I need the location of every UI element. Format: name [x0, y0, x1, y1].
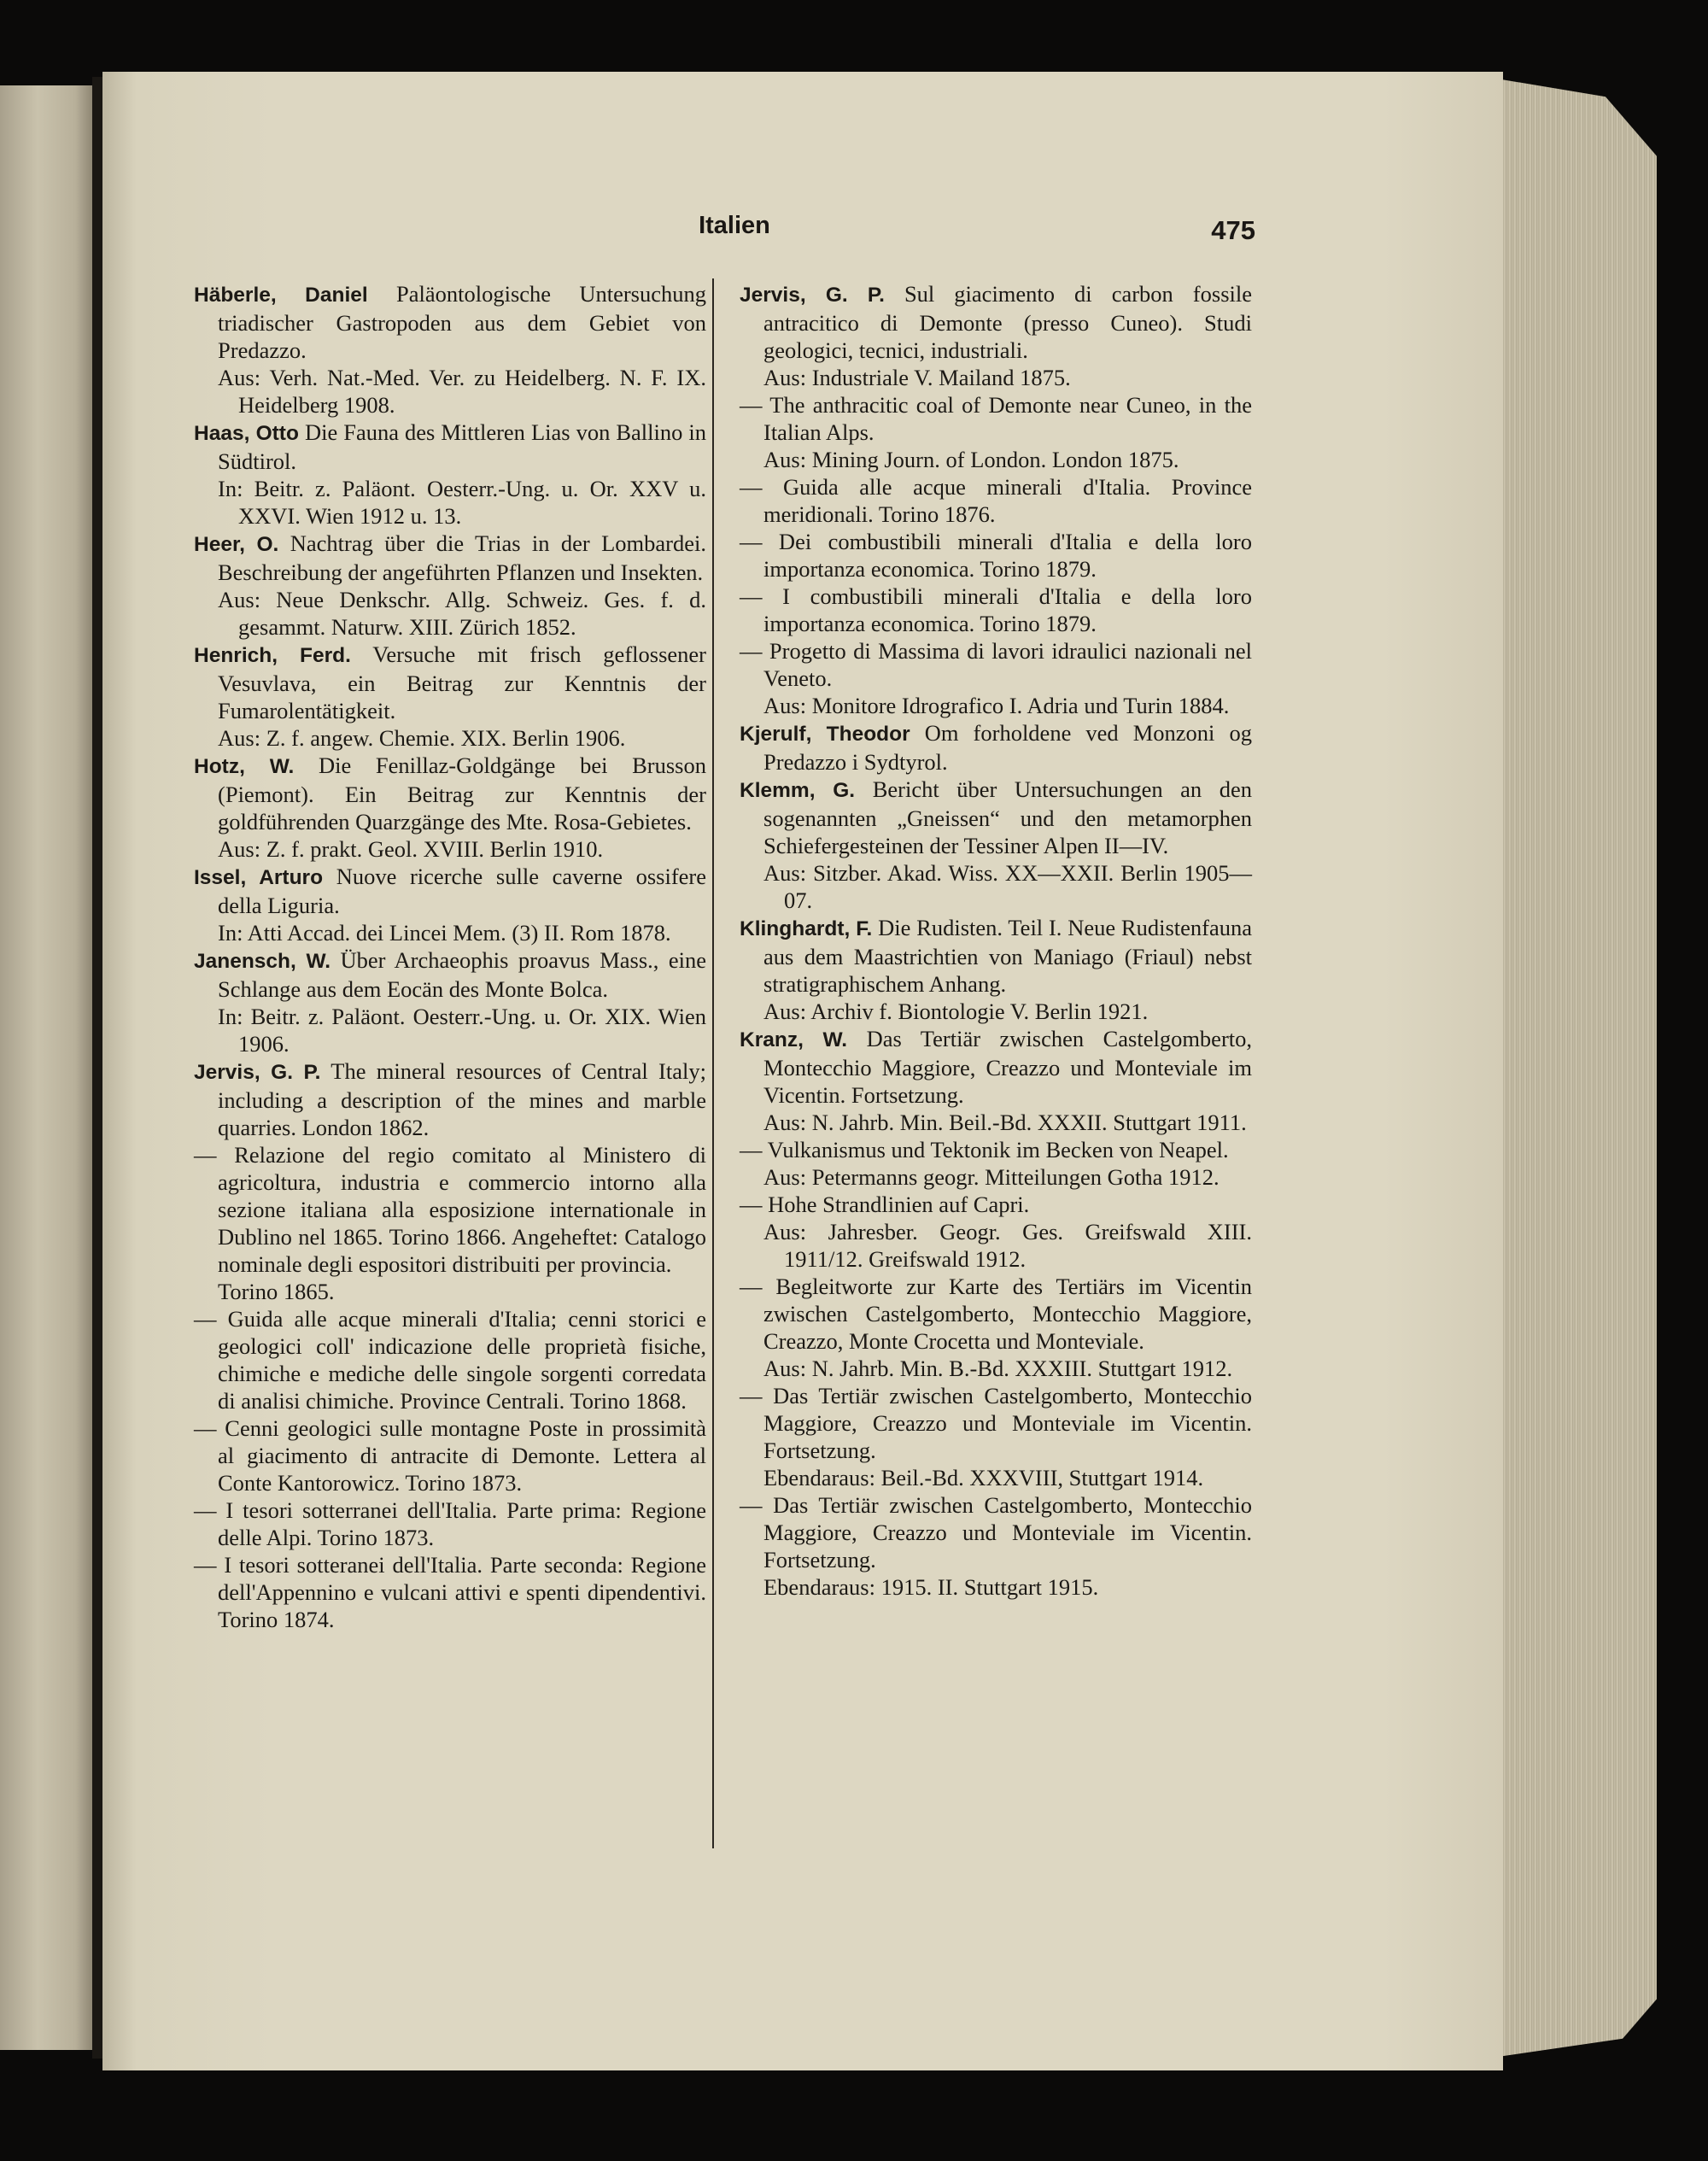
bibliography-entry [194, 752, 706, 835]
source-reference: Aus: Sitzber. Akad. Wiss. XX—XXII. Berlin 1905—07. [763, 860, 1252, 913]
continuation-entry: — Das Tertiär zwischen Castelgomberto, Montecchio Maggiore, Creazzo und Monteviale im Vicentin. Fortsetzung. [740, 1492, 1252, 1572]
source-reference: Aus: N. Jahrb. Min. B.-Bd. XXXIII. Stuttgart 1912. [763, 1356, 1233, 1381]
author-name: Heer, O. [194, 533, 279, 556]
continuation-entry: — Hohe Strandlinien auf Capri. [740, 1192, 1030, 1217]
bibliography-entry [740, 719, 1252, 776]
source-reference: Aus: Verh. Nat.-Med. Ver. zu Heidelberg. N. F. IX. Heidelberg 1908. [218, 365, 706, 418]
author-name: Henrich, Ferd. [194, 644, 351, 667]
source-reference: Aus: Petermanns geogr. Mitteilungen Gotha 1912. [763, 1164, 1220, 1190]
continuation-entry: — I combustibili minerali d'Italia e della loro importanza economica. Torino 1879. [740, 583, 1252, 636]
source-reference: Torino 1865. [218, 1279, 335, 1304]
bibliography-entry [740, 776, 1252, 859]
author-name: Jervis, G. P. [740, 284, 885, 307]
author-name: Jervis, G. P. [194, 1061, 321, 1084]
source-reference: Aus: Archiv f. Biontologie V. Berlin 1921. [763, 999, 1149, 1024]
continuation-entry: — Relazione del regio comitato al Ministero di agricoltura, industria e commercio intorno alla sezione italiana alla esposizione internationale in Dublino nel 1865. Torino 1866. Angeheftet: Catalogo nominale degli espositori distribuiti per provincia. [194, 1142, 706, 1277]
page-number: 475 [1211, 215, 1255, 245]
author-name: Klemm, G. [740, 779, 856, 802]
source-reference: Aus: Mining Journ. of London. London 1875. [763, 447, 1179, 472]
entry-title: Über Archaeophis proavus Mass., eine Schlange aus dem Eocän des Monte Bolca. [218, 947, 707, 1002]
continuation-entry: — Begleitworte zur Karte des Tertiärs im Vicentin zwischen Castelgomberto, Montecchio Maggiore, Creazzo, Monte Crocetta und Monteviale. [740, 1274, 1252, 1354]
continuation-entry: — Dei combustibili minerali d'Italia e della loro importanza economica. Torino 1879. [740, 529, 1252, 582]
bibliography-entry [194, 280, 706, 364]
entry-title: Versuche mit frisch geflossener Vesuvlava, ein Beitrag zur Kenntnis der Fumarolentätigkeit. [218, 641, 706, 723]
entry-title: Die Fenillaz-Goldgänge bei Brusson (Piemont). Ein Beitrag zur Kenntnis der goldführenden Quarzgänge des Mte. Rosa-Gebietes. [218, 753, 706, 835]
bibliography-entry [740, 914, 1252, 998]
source-reference: In: Beitr. z. Paläont. Oesterr.-Ung. u. Or. XXV u. XXVI. Wien 1912 u. 13. [218, 476, 706, 529]
source-reference: Aus: Z. f. angew. Chemie. XIX. Berlin 1906. [218, 725, 626, 751]
bibliography-entry [194, 863, 706, 919]
source-reference: Aus: N. Jahrb. Min. Beil.-Bd. XXXII. Stuttgart 1911. [763, 1110, 1247, 1135]
bibliography-entry [194, 946, 706, 1003]
continuation-entry: — Das Tertiär zwischen Castelgomberto, Montecchio Maggiore, Creazzo und Monteviale im Vicentin. Fortsetzung. [740, 1383, 1252, 1463]
continuation-entry: — I tesori sotterranei dell'Italia. Parte prima: Regione delle Alpi. Torino 1873. [194, 1497, 706, 1550]
continuation-entry: — Vulkanismus und Tektonik im Becken von Neapel. [740, 1137, 1229, 1162]
bibliography-entry [740, 1025, 1252, 1109]
author-name: Hotz, W. [194, 755, 295, 778]
source-reference: Aus: Z. f. prakt. Geol. XVIII. Berlin 1910. [218, 836, 604, 862]
source-reference: Aus: Neue Denkschr. Allg. Schweiz. Ges. f. d. gesammt. Naturw. XIII. Zürich 1852. [218, 587, 706, 640]
bibliography-entry [740, 280, 1252, 364]
source-reference: Aus: Monitore Idrografico I. Adria und Turin 1884. [763, 693, 1230, 718]
bibliography-entry [194, 1057, 706, 1141]
author-name: Kjerulf, Theodor [740, 723, 910, 746]
source-reference: Aus: Jahresber. Geogr. Ges. Greifswald XIII. 1911/12. Greifswald 1912. [763, 1219, 1252, 1272]
entry-title: Nachtrag über die Trias in der Lombardei. Beschreibung der angeführten Pflanzen und Insekten. [218, 530, 707, 585]
bibliography-entry [194, 641, 706, 724]
continuation-entry: — I tesori sotteranei dell'Italia. Parte seconda: Regione dell'Appennino e vulcani attivi e spenti dipendentivi. Torino 1874. [194, 1552, 706, 1632]
bibliography-entry [194, 419, 706, 475]
entry-title: Nuove ricerche sulle caverne ossifere della Liguria. [218, 864, 707, 918]
left-column [194, 280, 706, 1633]
author-name: Issel, Arturo [194, 866, 324, 889]
entry-title: Bericht über Untersuchungen an den sogenannten „Gneissen“ und den metamorphen Schiefergesteinen der Tessiner Alpen II—IV. [763, 776, 1252, 858]
author-name: Haas, Otto [194, 422, 299, 445]
column-divider [712, 278, 714, 1848]
author-name: Kranz, W. [740, 1028, 848, 1051]
continuation-entry: — The anthracitic coal of Demonte near Cuneo, in the Italian Alps. [740, 392, 1252, 445]
continuation-entry: — Progetto di Massima di lavori idraulici nazionali nel Veneto. [740, 638, 1252, 691]
source-reference: Ebendaraus: Beil.-Bd. XXXVIII, Stuttgart 1914. [763, 1465, 1204, 1490]
source-reference: Ebendaraus: 1915. II. Stuttgart 1915. [763, 1574, 1099, 1600]
author-name: Häberle, Daniel [194, 284, 368, 307]
continuation-entry: — Guida alle acque minerali d'Italia; cenni storici e geologici coll' indicazione delle proprietà fisiche, chimiche e mediche delle singole sorgenti corredata di analisi chimiche. Province Centrali. Torino 1868. [194, 1306, 706, 1414]
entry-title: The mineral resources of Central Italy; including a description of the mines and marble quarries. London 1862. [218, 1058, 706, 1140]
entry-title: Das Tertiär zwischen Castelgomberto, Montecchio Maggiore, Creazzo und Monteviale im Vicentin. Fortsetzung. [763, 1026, 1253, 1108]
source-reference: In: Beitr. z. Paläont. Oesterr.-Ung. u. Or. XIX. Wien 1906. [218, 1004, 706, 1057]
right-column [740, 280, 1252, 1601]
continuation-entry: — Guida alle acque minerali d'Italia. Province meridionali. Torino 1876. [740, 474, 1252, 527]
entry-title: Om forholdene ved Monzoni og Predazzo i Sydtyrol. [763, 720, 1252, 775]
bibliography-entry [194, 530, 706, 586]
author-name: Klinghardt, F. [740, 917, 873, 940]
page-edges [1486, 77, 1657, 2059]
continuation-entry: — Cenni geologici sulle montagne Poste in prossimità al giacimento di antracite di Demonte. Lettera al Conte Kantorowicz. Torino 1873. [194, 1415, 706, 1496]
source-reference: Aus: Industriale V. Mailand 1875. [763, 365, 1071, 390]
entry-title: Paläontologische Untersuchung triadischer Gastropoden aus dem Gebiet von Predazzo. [218, 281, 706, 363]
entry-title: Die Rudisten. Teil I. Neue Rudistenfauna aus dem Maastrichtien von Maniago (Friaul) nebst stratigraphischem Anhang. [763, 915, 1252, 997]
entry-title: Die Fauna des Mittleren Lias von Ballino in Südtirol. [218, 419, 706, 474]
entry-title: Sul giacimento di carbon fossile antracitico di Demonte (presso Cuneo). Studi geologici, tecnici, industriali. [763, 281, 1252, 363]
running-head: Italien [699, 212, 770, 239]
author-name: Janensch, W. [194, 950, 331, 973]
left-page-edge [0, 85, 94, 2050]
source-reference: In: Atti Accad. dei Lincei Mem. (3) II. Rom 1878. [218, 920, 671, 946]
